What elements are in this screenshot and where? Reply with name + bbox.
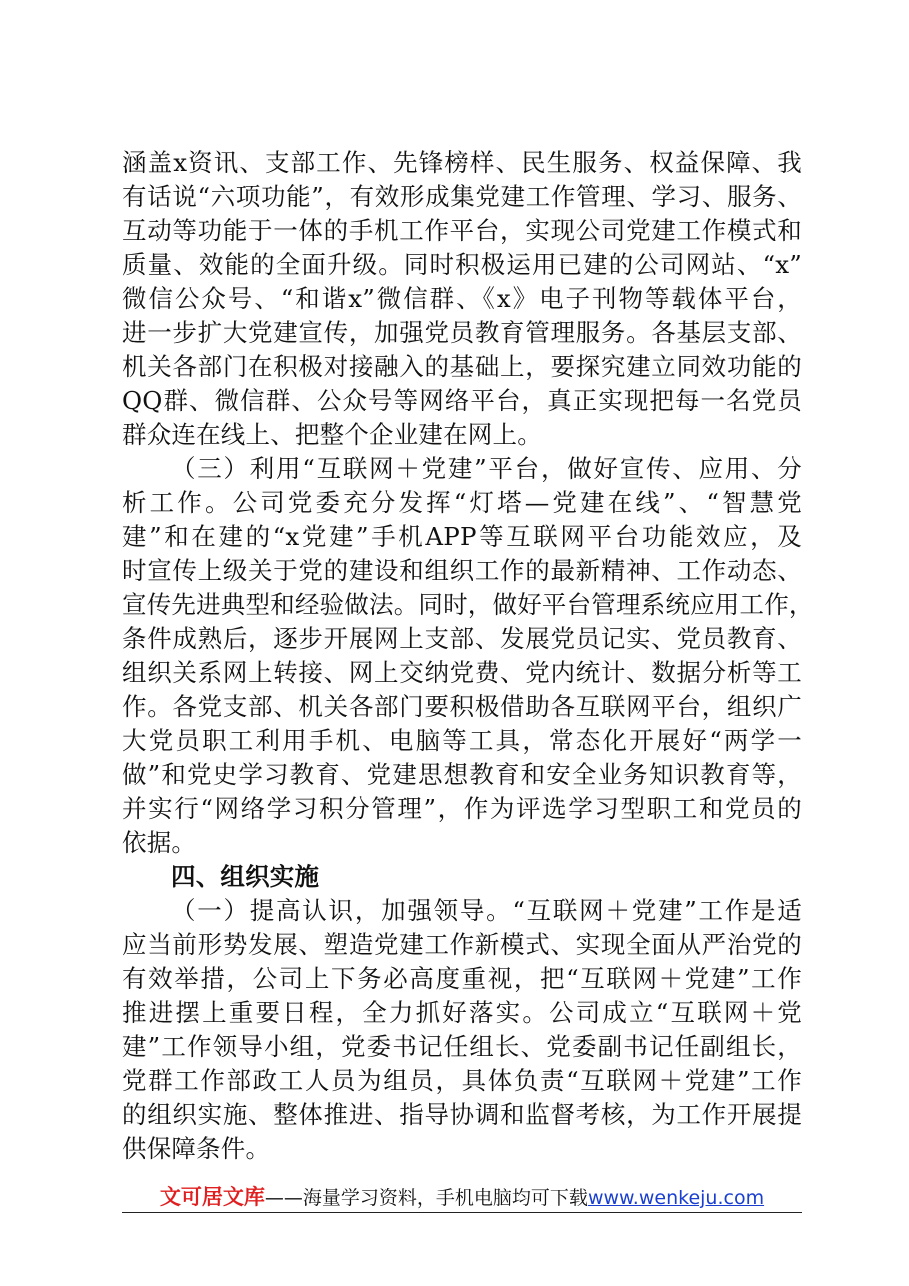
text-line: 互动等功能于一体的手机工作平台，实现公司党建工作模式和 xyxy=(122,216,802,245)
text-line: 大党员职工利用手机、电脑等工具，常态化开展好“两学一 xyxy=(122,726,802,755)
text-line: 析工作。公司党委充分发挥“灯塔—党建在线”、“智慧党 xyxy=(122,488,802,517)
footer-slogan: ——海量学习资料，手机电脑均可下载 xyxy=(264,1187,588,1209)
text-line: （一）提高认识，加强领导。“互联网＋党建”工作是适 xyxy=(171,896,802,925)
text-line: 群众连在线上、把整个企业建在网上。 xyxy=(122,420,542,449)
text-line: QQ群、微信群、公众号等网络平台，真正实现把每一名党员 xyxy=(122,386,802,415)
text-line: （三）利用“互联网＋党建”平台，做好宣传、应用、分 xyxy=(171,454,802,483)
text-line: 党群工作部政工人员为组员，具体负责“互联网＋党建”工作 xyxy=(122,1066,802,1095)
text-line: 依据。 xyxy=(122,828,197,857)
paragraph-1 xyxy=(122,146,802,452)
footer-brand: 文可居文库 xyxy=(159,1185,265,1209)
paragraph-3 xyxy=(122,894,802,1166)
text-line: 作。各党支部、机关各部门要积极借助各互联网平台，组织广 xyxy=(122,692,802,721)
footer-url-link[interactable]: www.wenkeju.com xyxy=(587,1187,765,1209)
text-line: 机关各部门在积极对接融入的基础上，要探究建立同效功能的 xyxy=(122,352,802,381)
text-line: 做”和党史学习教育、党建思想教育和安全业务知识教育等， xyxy=(122,760,802,789)
text-line: 涵盖x资讯、支部工作、先锋榜样、民生服务、权益保障、我 xyxy=(122,148,802,177)
text-line: 组织关系网上转接、网上交纳党费、党内统计、数据分析等工 xyxy=(122,658,802,687)
page-footer xyxy=(122,1182,802,1212)
text-line: 的组织实施、整体推进、指导协调和监督考核，为工作开展提 xyxy=(122,1100,802,1129)
section-heading: 四、组织实施 xyxy=(171,862,320,891)
text-line: 有话说“六项功能”，有效形成集党建工作管理、学习、服务、 xyxy=(122,182,802,211)
text-line: 微信公众号、“和谐x”微信群、《x》电子刊物等载体平台， xyxy=(122,284,802,313)
text-line: 供保障条件。 xyxy=(122,1134,271,1163)
text-line: 应当前形势发展、塑造党建工作新模式、实现全面从严治党的 xyxy=(122,930,802,959)
text-line: 推进摆上重要日程，全力抓好落实。公司成立“互联网＋党 xyxy=(122,998,802,1027)
text-line: 并实行“网络学习积分管理”，作为评选学习型职工和党员的 xyxy=(122,794,802,823)
text-line: 质量、效能的全面升级。同时积极运用已建的公司网站、“x” xyxy=(122,250,802,279)
text-line: 时宣传上级关于党的建设和组织工作的最新精神、工作动态、 xyxy=(122,556,802,585)
paragraph-2 xyxy=(122,452,814,860)
text-line: 宣传先进典型和经验做法。同时，做好平台管理系统应用工作， xyxy=(122,590,814,619)
text-line: 建”工作领导小组，党委书记任组长、党委副书记任副组长， xyxy=(122,1032,802,1061)
footer-divider xyxy=(122,1212,802,1213)
text-line: 建”和在建的“x党建”手机APP等互联网平台功能效应，及 xyxy=(122,522,802,551)
text-line: 条件成熟后，逐步开展网上支部、发展党员记实、党员教育、 xyxy=(122,624,802,653)
document-body xyxy=(122,146,814,1166)
text-line: 进一步扩大党建宣传，加强党员教育管理服务。各基层支部、 xyxy=(122,318,802,347)
text-line: 有效举措，公司上下务必高度重视，把“互联网＋党建”工作 xyxy=(122,964,802,993)
